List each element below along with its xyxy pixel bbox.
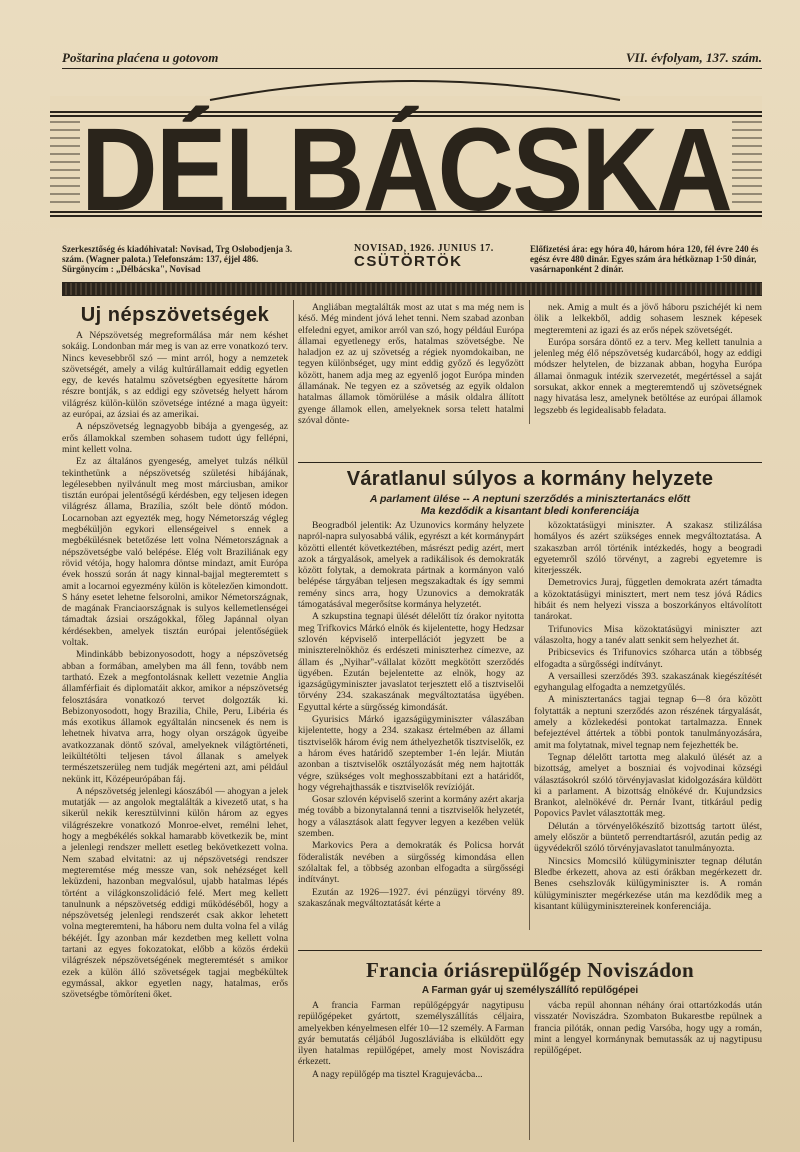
paragraph: Pribicsevics és Trifunovics szóharca után a többség elfogadta a sürgősségi indítványt.: [534, 647, 762, 670]
subtitle-line: Ma kezdődik a kisantant bledi konferenciája: [420, 505, 640, 517]
article-body-var-left: [298, 520, 524, 930]
article-title-uj: Uj népszövetségek: [80, 304, 270, 326]
paragraph: A nagy repülőgép ma tisztel Kragujevácba...: [312, 1068, 483, 1080]
article-body-fr-right: [534, 1000, 762, 1140]
article-body-uj: [62, 330, 288, 1142]
article-subtitle-var: [298, 493, 762, 517]
article-continuation-col3: [534, 302, 762, 420]
article-continuation-col2: [298, 302, 524, 426]
masthead-logo: [50, 72, 762, 242]
column-divider: [529, 520, 530, 930]
section-divider: [298, 462, 762, 463]
day-name: CSÜTÖRTÖK: [354, 253, 463, 270]
subtitle-line: A parlament ülése -- A neptuni szerződés a minisztertanács előtt: [369, 493, 691, 505]
paragraph: Tegnap délelőtt tartotta meg alakuló ülését az a bizottság, amelyet a boszniai és vojvodinai községi választásokról szóló törvényjavaslat kidolgozására küldött ki a parlament. A bizottság elnökévé dr. Kujundzsics Brankot, alelnökévé dr. Pernár Ivant, titkárául pedig Popovics Pavlet választották meg.: [534, 751, 762, 820]
postage-note: Poštarina plaćena u gotovom: [62, 50, 219, 65]
article-body-var-right: [534, 520, 762, 930]
info-bar: [62, 244, 762, 280]
paragraph: A Népszövetség megreformálása már nem késhet sokáig. Londonban már meg is van az erre vonatkozó terv. Nincs kevesebbről szó — mint arról, hogy a nemzetek szövetségét, amely a világ kultúrállamait eddig egyetlen egy, de kevés hatalmu szövetségben egyesítette három részre bontják, s az eddigi egy szövetség helyett három világrész külön-külön szövetsége intézné a maga ügyeit: az európai, az ázsiai és az amerikai.: [62, 330, 288, 421]
paragraph: nek. Amig a mult és a jövő háboru pszichéjét ki nem ölik a lelkekből, addig sohasem lesznek képesek megteremteni az igazi és az erős népek szövetségét.: [534, 302, 762, 336]
paragraph: Mindinkább bebizonyosodott, hogy a népszövetség abban a formában, amelyben ma áll fenn, tovább nem tartható. Ezek a megfontolásnak kellett vezetnie Anglia államférfiait és diplomatáit akkor, amikor a népszövetség felosztására vonatkozó tervet dolgozták ki. Bebizonyosodott, hogy Brazilia, Chile, Peru, Libéria és más exotikus államok egyáltalán nincsenek és nem is lehetnek hivatva arra, hogy olyan országok ügyeibe avatkozzanak döntő szóval, amelyeknek világtörténeti, leikültétölti teljesen távol állanak s amelyek természetszerüleg nem tudják megérteni azt, ami például nekünk itt, Középeurópában fáj.: [62, 649, 288, 785]
paragraph: A népszövetség jelenlegi káoszából — ahogyan a jelek mutatják — az angolok megtalálták a kivezető utat, s ha sikerül nekik keresztülvinni külön három az egyes világrészekre vonatkozó Monroe-elvet, remélni lehet, hogy a megbékélés sokkal hamarabb következik be, mint a jelenlegi rendszer mellett esetleg bekövetkezett volna. Nem szabad elvitatni: az uj népszövetségi rendszer megteremtése még messze van, sok nehézséget kell leküzdeni, hazonban megvalósul, ujabb hatalmas lépés történt a világkonszolidáció felé. Mert meg kellett tanulnunk a népszövetség eddigi működéséből, hogy a népszövetség jelenlegi rendszerét csak akkor lehetett volna megteremteni, ha háboru nem dulta volna fel a világ békéjét. Így azonban már kezdetben meg kellett volna tartani az egyes fokozatokat, előbb a közös érdekü világrészek népszövetségének megteremtését s amikor ezek a külön álló szövetségek tagjai megbékültek egymással, akkor egyetlen nagy, hatalmas, erős szövetségbe tömöríteni őket.: [62, 785, 288, 1001]
paragraph: A szkupstina tegnapi ülését délelőtt tíz órakor nyitotta meg Trifkovics Márkó elnök és kijelentette, hogy Hedzsar szlovén képviselő interpellációt jegyzett be a miniszterelnökhöz és erdészeti miniszterhez címezve, az állam és „Nyihar"-vállalat között megkötött szerződés ügyében. Ezután bejelentette az elnök, hogy az igazságügyminiszter javaslatot terjesztett elő a tisztviselői törvény 234. szakaszának megváltoztatása ügyében. Egyuttal kérte a sürgősség kimondását.: [298, 611, 524, 713]
paragraph: Ez az általános gyengeség, amelyet tulzás nélkül tekinthetünk a népszövetség születési hibájának, legélesebben nyilvánult meg most márciusban, amikor tisztán európai jelentőségű kérdésben, egy teljesen idegen világrész állama, Brazília, szólt bele döntő módon. Locarnoban azt egyezték meg, hogy Németország végleg megbéküljön egykori ellenségeivel s ennek a megbékülésnek betetőzése lett volna Németországnak a népszövetségbe való belépése. Elég volt Braziliának egy rövid vétója, hogy halomra döntse mindazt, amit Európa évek hosszú során át nagy kinnal-bajjal megteremtett s amit a locarnoi egyezmény külön is kötelezően kimondott. S hány esetet lehetne felsorolni, amikor Németországnak, de magának Franciaországnak is sulyos kellemetlenségei támadtak ázsiai országokkal, főleg Japánnal olyan kérdésekben, amelyek tisztán európai jelentőségüek voltak.: [62, 456, 288, 649]
masthead: [50, 72, 762, 242]
article-subtitle-fr: A Farman gyár uj személyszállító repülőgépei: [421, 985, 639, 996]
column-divider: [293, 300, 294, 1142]
paragraph: Trifunovics Misa közoktatásügyi miniszter azt válaszolta, hogy a tanév alatt senkit sem helyezhet át.: [534, 623, 762, 646]
editorial-info: Szerkesztőség és kiadóhivatal: Novisad, Trg Oslobodjenja 3. szám. (Wagner palota.) Telefonszám: 137, éjjel 486. Sürgönycím : „Délbácska", Novisad: [62, 244, 293, 274]
top-rule: [62, 68, 762, 69]
article-title-fr: Francia óriásrepülőgép Noviszádon: [365, 958, 695, 982]
section-divider: [298, 950, 762, 951]
volume-number: VII. évfolyam, 137. szám.: [625, 50, 762, 65]
masthead-title: DÉLBÁCSKA: [81, 104, 731, 236]
column-divider: [529, 1000, 530, 1140]
article-body-fr-left: [298, 1000, 524, 1140]
paragraph: Angliában megtalálták most az utat s ma még nem is késő. Még mindent jóvá lehet tenni. Nem szabad azonban elfeledni egyet, amikor arról van szó, hogy például Európa államai egyetlenegy erős, hatalmas szövetségbe. Ne haladjon ez az uj szövetség a régiek nyomdokaiban, ne tegyen különbséget, ugy mint eddig győző és legyőzött között, hanem adja meg az egyenlő jogot Európa minden államának. Ne tegyen ez a szövetség az egyik oldalon hatalmas államok tömörülése a másik oldalra állított gyenge államok ellen, amelyeknek sorsa telett hatalmi szóval dönte-: [298, 302, 524, 426]
paragraph: közoktatásügyi miniszter. A szakasz stilizálása homályos és azért szükséges ennek megváltoztatása. A szakaszban arról történik intézkedés, hogy a beogradi egyetemről szóló törvényt, a zagrebi egyetemre is kiterjesszék.: [534, 520, 762, 577]
paragraph: Délután a törvényelőkészítő bizottság tartott ülést, amely először a büntető perrendtartásról, azután pedig az ügyvédekről szóló törvényjavaslatot tanulmányozta.: [534, 820, 762, 855]
paragraph: Beogradból jelentik: Az Uzunovics kormány helyzete napról-napra sulyosabbá válik, egyrészt a két kormánypárt közötti ellentét következtében, másrészt pedig azért, mert azok a tárgyalások, amelyek a radikálisok és demokraták között folytak, a demokrata pártnak a kormányon való belépése tárgyában teljesen megszakadtak és így semmi remény sincs arra, hogy Uzunovics a demokraták támogatásával megerősítse kormánya helyzetét.: [298, 520, 524, 611]
paragraph: Demetrovics Juraj, független demokrata azért támadta a közoktatásügyi minisztert, mert nem tesz jóvá Rádics hibáit és nem helyezi vissza a boszorkányos eltávolított tanárokat.: [534, 577, 762, 623]
paragraph: A minisztertanács tagjai tegnap 6—8 óra között folytatták a neptuni szerződés azon részének tárgyalását, amely a közlekedési pontokat tartalmazza. Ennek befejeztével áttértek a többi pontok tanulmányozására, amit ma folytatnak, mivel tegnap nem fejezhették be.: [534, 694, 762, 751]
dateline: NOVISAD, 1926. JUNIUS 17.: [354, 243, 494, 254]
paragraph: Gyurisics Márkó igazságügyminiszter válaszában kijelentette, hogy a 234. szakasz értelmében az állami tisztviselők három évig nem áthelyezhetők tisztviselők, ez a három éves határidő szeptember 1-én lejár. Miután azonban a tisztviselők osztályozását még nem hajtották végre, szükséges volt meghosszabbítani ezt a határidőt, hogy végrehajthassák e tisztviselők revízióját.: [298, 714, 524, 793]
column-divider: [529, 300, 530, 424]
paragraph: A versaillesi szerződés 393. szakaszának kiegészítését egyhangulag elfogadta a nemzetgyűlés.: [534, 670, 762, 694]
paragraph: vácba repül ahonnan néhány órai ottartózkodás után visszatér Noviszádra. Szombaton Bukarestbe repülnek a francia pilóták, onnan pedig Varsóba, hogy ugy a román, mint a lengyel kormánynak bemutassák az uj nagytipusu repülőgépet.: [534, 1000, 762, 1057]
paragraph: Gosar szlovén képviselő szerint a kormány azért akarja még tovább a bizonytalanná tenni a tisztviselők helyzetét, hogy a választások alatt fegyver legyen a kezében velük szemben.: [298, 794, 524, 840]
subscription-info: Előfizetési ára: egy hóra 40, három hóra 120, fél évre 240 és egész évre 480 dinár. Egyes szám ára hétköznap 1·50 dinár, vasárnaponként 2 dinár.: [530, 244, 759, 274]
paragraph: Ezután az 1926—1927. évi pénzügyi törvény 89. szakaszának megváltoztatását kérte a: [298, 886, 524, 909]
paragraph: A népszövetség legnagyobb bibája a gyengeség, az erős államokkal szemben sohasem tudott úgy fellépni, mint kellett volna.: [62, 421, 288, 455]
paragraph: Markovics Pera a demokraták és Policsa horvát föderalisták nevében a sürgősség kimondása ellen szólaltak fel, a többség azonban elfogadta a sürgősségi indítványt.: [298, 840, 524, 886]
top-line: [62, 50, 762, 68]
masthead-rule: [62, 282, 762, 296]
paragraph: Nincsics Momcsiló külügyminiszter tegnap délután Bledbe érkezett, ahova az esti órákban megérkezett dr. Benes csehszlovák külügyminiszter is. A román külügyminiszter megérkezése után ma kezdődik meg a kisantant külügyminisztereinek konferenciája.: [534, 855, 762, 912]
date-block: [354, 243, 554, 270]
paragraph: Európa sorsára döntő ez a terv. Meg kellett tanulnia a jelenleg még élő népszövetség kudarcából, hogy az eddigi módszer helytelen, de bizzanak abban, hogyha Európa államai önmaguk intézik szervezetét, megértéssel a saját sorsukat, akkor ennek a megteremtendő uj szövetségnek nagy hivatása lesz, amelynek betöltése az európai államok legszebb és legidealisabb feladata.: [534, 336, 762, 416]
paragraph: A francia Farman repülőgépgyár nagytipusu repülőgépeket gyártott, személyszállítás céljaira, amelyekben kényelmesen elfér 10—12 személy. A Farman gyár bemutatás céljából Jugoszláviába is elküldött egy ilyen hatalmas repülőgépet, amely most Noviszádra érkezett.: [298, 1000, 524, 1068]
article-title-var: Váratlanul súlyos a kormány helyzete: [346, 468, 714, 490]
